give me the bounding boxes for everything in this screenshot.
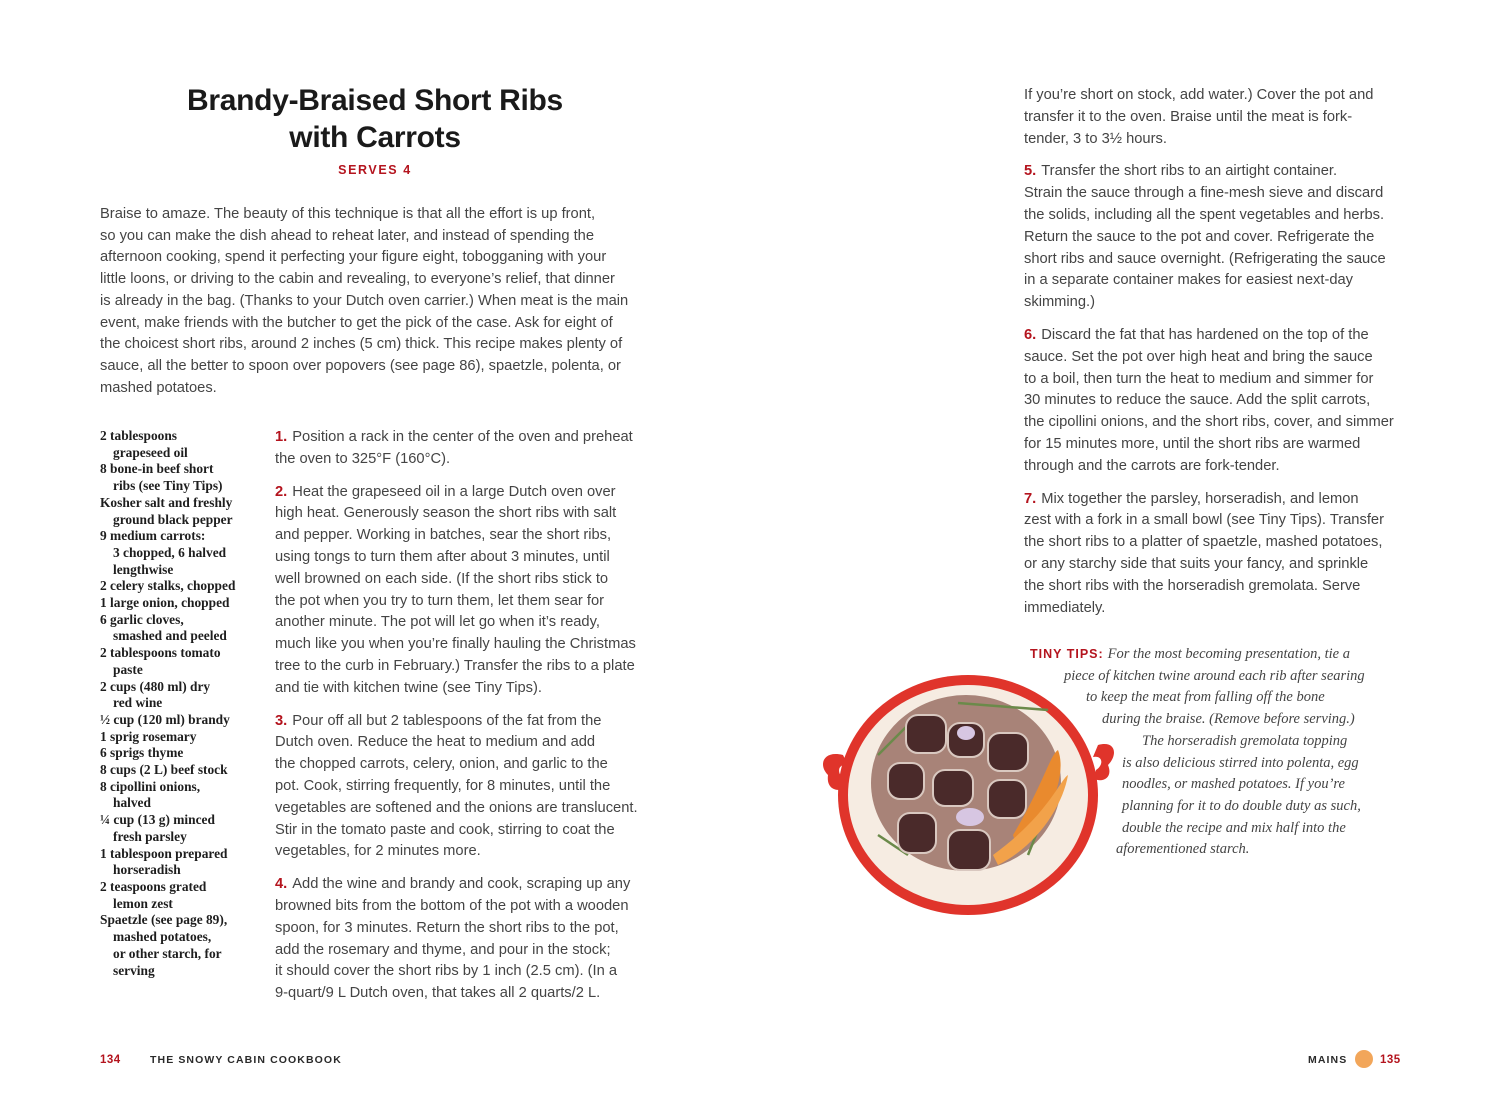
ingredient-line: 9 medium carrots: bbox=[100, 528, 206, 544]
tiny-tips-label: TINY TIPS: bbox=[1030, 647, 1104, 661]
step-number: 5. bbox=[1024, 163, 1037, 180]
ingredient-line: fresh parsley bbox=[113, 828, 187, 844]
step-number: 4. bbox=[275, 876, 288, 893]
ingredient-line: grapeseed oil bbox=[113, 444, 188, 460]
ingredient-line: 8 bone-in beef short bbox=[100, 461, 214, 477]
ingredient-line: 1 large onion, chopped bbox=[100, 595, 230, 611]
ingredient-line: 2 teaspoons grated bbox=[100, 878, 207, 894]
ingredient-line: red wine bbox=[113, 695, 163, 711]
page-number-left: 134 bbox=[100, 1054, 121, 1066]
tiny-tips: TINY TIPS: For the most becoming presentation, tie a piece of kitchen twine around each rib after searing to keep the meat from falling off the bone during the braise. (Remove before serving.) The horseradish gremolata topping is also delicious stirred into polenta, egg noodles, or mashed potatoes. If you’re planning for it to do double duty as such, double the recipe and mix half into the aforementioned starch. bbox=[1030, 646, 1365, 858]
ingredient-line: ribs (see Tiny Tips) bbox=[113, 478, 223, 494]
ingredient-line: ground black pepper bbox=[113, 511, 233, 527]
ingredient-line: 1 sprig rosemary bbox=[100, 728, 197, 744]
ingredient-line: 2 cups (480 ml) dry bbox=[100, 678, 211, 694]
steps-list bbox=[275, 427, 665, 1016]
ingredient-line: lengthwise bbox=[113, 561, 174, 577]
ingredient-line: halved bbox=[113, 795, 151, 811]
ingredient-line: 6 garlic cloves, bbox=[100, 611, 184, 627]
step-number: 1. bbox=[275, 429, 288, 445]
recipe-step: 5. Transfer the short ribs to an airtight container. Strain the sauce through a fine-mesh sieve and discard the solids, including all the spent vegetables and herbs. Return the sauce to the pot and cover. Refrigerate the short ribs and sauce overnight. (Refrigerating the sauce in a separate container makes for easiest next-day skimming.) bbox=[1024, 163, 1386, 311]
serves-label: SERVES 4 bbox=[338, 163, 412, 177]
ingredient-line: paste bbox=[113, 661, 143, 677]
ingredient-line: ¼ cup (13 g) minced bbox=[100, 812, 215, 828]
ingredient-line: smashed and peeled bbox=[113, 628, 227, 644]
step-4-continued: If you’re short on stock, add water.) Cover the pot and transfer it to the oven. Braise until the meat is fork- tender, 3 to 3½ hours. bbox=[1024, 87, 1374, 147]
pot-icon bbox=[1355, 1050, 1373, 1068]
ingredient-line: serving bbox=[113, 962, 155, 978]
ingredient-line: 8 cipollini onions, bbox=[100, 778, 201, 794]
intro-paragraph: Braise to amaze. The beauty of this technique is that all the effort is up front, so you can make the dish ahead to reheat later, and instead of spending the afternoon cooking, spend it perfecting your figure eight, tobogganing with your little loons, or driving to the cabin and revealing, to everyone’s relief, that dinner is already in the bag. (Thanks to your Dutch oven carrier.) When meat is the main event, make friends with the butcher to get the pick of the case. Ask for eight of the choicest short ribs, around 2 inches (5 cm) thick. This recipe makes plenty of sauce, all the better to spoon over popovers (see page 86), spaetzle, polenta, or mashed potatoes. bbox=[100, 206, 629, 396]
ingredient-line: 2 tablespoons bbox=[100, 428, 178, 443]
ingredient-line: Spaetzle (see page 89), bbox=[100, 912, 228, 928]
recipe-step: 4. Add the wine and brandy and cook, scraping up any browned bits from the bottom of the pot with a wooden spoon, for 3 minutes. Return the short ribs to the pot, add the rosemary and thyme, and pour in the stock; it should cover the short ribs by 1 inch (2.5 cm). (In a 9-quart/9 L Dutch oven, that takes all 2 quarts/2 L. bbox=[275, 876, 631, 1002]
recipe-step: 7. Mix together the parsley, horseradish, and lemon zest with a fork in a small bowl (see Tiny Tips). Transfer the short ribs to a platter of spaetzle, mashed potatoes, or any starchy side that suits your fancy, and sprinkle the short ribs with the horseradish gremolata. Serve immediately. bbox=[1024, 490, 1384, 616]
book-title: THE SNOWY CABIN COOKBOOK bbox=[150, 1054, 342, 1066]
recipe-title: Brandy-Braised Short Ribs with Carrots bbox=[187, 84, 563, 154]
ingredient-line: 6 sprigs thyme bbox=[100, 745, 184, 761]
recipe-step: 1. Position a rack in the center of the oven and preheat the oven to 325°F (160°C). bbox=[275, 429, 633, 467]
step-number: 6. bbox=[1024, 326, 1037, 343]
ingredient-line: mashed potatoes, bbox=[113, 929, 212, 945]
ingredient-line: 3 chopped, 6 halved bbox=[113, 544, 227, 560]
page-number-right: 135 bbox=[1380, 1054, 1401, 1066]
ingredient-line: lemon zest bbox=[113, 895, 173, 911]
right-page bbox=[750, 0, 1500, 1110]
recipe-step: 3. Pour off all but 2 tablespoons of the fat from the Dutch oven. Reduce the heat to medium and add the chopped carrots, celery, onion, and garlic to the pot. Cook, stirring frequently, for 8 minutes, until the vegetables are softened and the onions are translucent. Stir in the tomato paste and cook, stirring to coat the vegetables, for 2 minutes more. bbox=[275, 712, 638, 860]
ingredient-line: 8 cups (2 L) beef stock bbox=[100, 762, 228, 778]
ingredient-line: or other starch, for bbox=[113, 945, 222, 961]
step-number: 7. bbox=[1024, 490, 1037, 507]
ingredient-line: 2 celery stalks, chopped bbox=[100, 578, 236, 594]
recipe-step: 6. Discard the fat that has hardened on the top of the sauce. Set the pot over high heat and bring the sauce to a boil, then turn the heat to medium and simmer for 30 minutes to reduce the sauce. Add the split carrots, the cipollini onions, and the short ribs, cover, and simmer for 15 minutes more, until the short ribs are warmed through and the carrots are fork-tender. bbox=[1024, 326, 1394, 474]
step-number: 3. bbox=[275, 712, 288, 729]
ingredient-line: Kosher salt and freshly bbox=[100, 494, 233, 510]
steps-list-continued bbox=[1024, 85, 1424, 630]
recipe-step: 2. Heat the grapeseed oil in a large Dutch oven over high heat. Generously season the short ribs with salt and pepper. Working in batches, sear the short ribs, using tongs to turn them after about 3 minutes, until well browned on each side. (If the short ribs stick to the pot when you try to turn them, let them sear for another minute. The pot will let go when it’s ready, much like you when you’re finally hauling the Christmas tree to the curb in February.) Transfer the ribs to a plate and tie with kitchen twine (see Tiny Tips). bbox=[275, 483, 636, 696]
ingredient-line: 2 tablespoons tomato bbox=[100, 645, 221, 661]
ingredient-line: ½ cup (120 ml) brandy bbox=[100, 711, 230, 727]
ingredient-line: 1 tablespoon prepared bbox=[100, 845, 228, 861]
step-number: 2. bbox=[275, 483, 288, 500]
ingredient-line: horseradish bbox=[113, 862, 181, 878]
section-label: MAINS bbox=[1308, 1054, 1348, 1066]
ingredient-list bbox=[100, 428, 260, 979]
